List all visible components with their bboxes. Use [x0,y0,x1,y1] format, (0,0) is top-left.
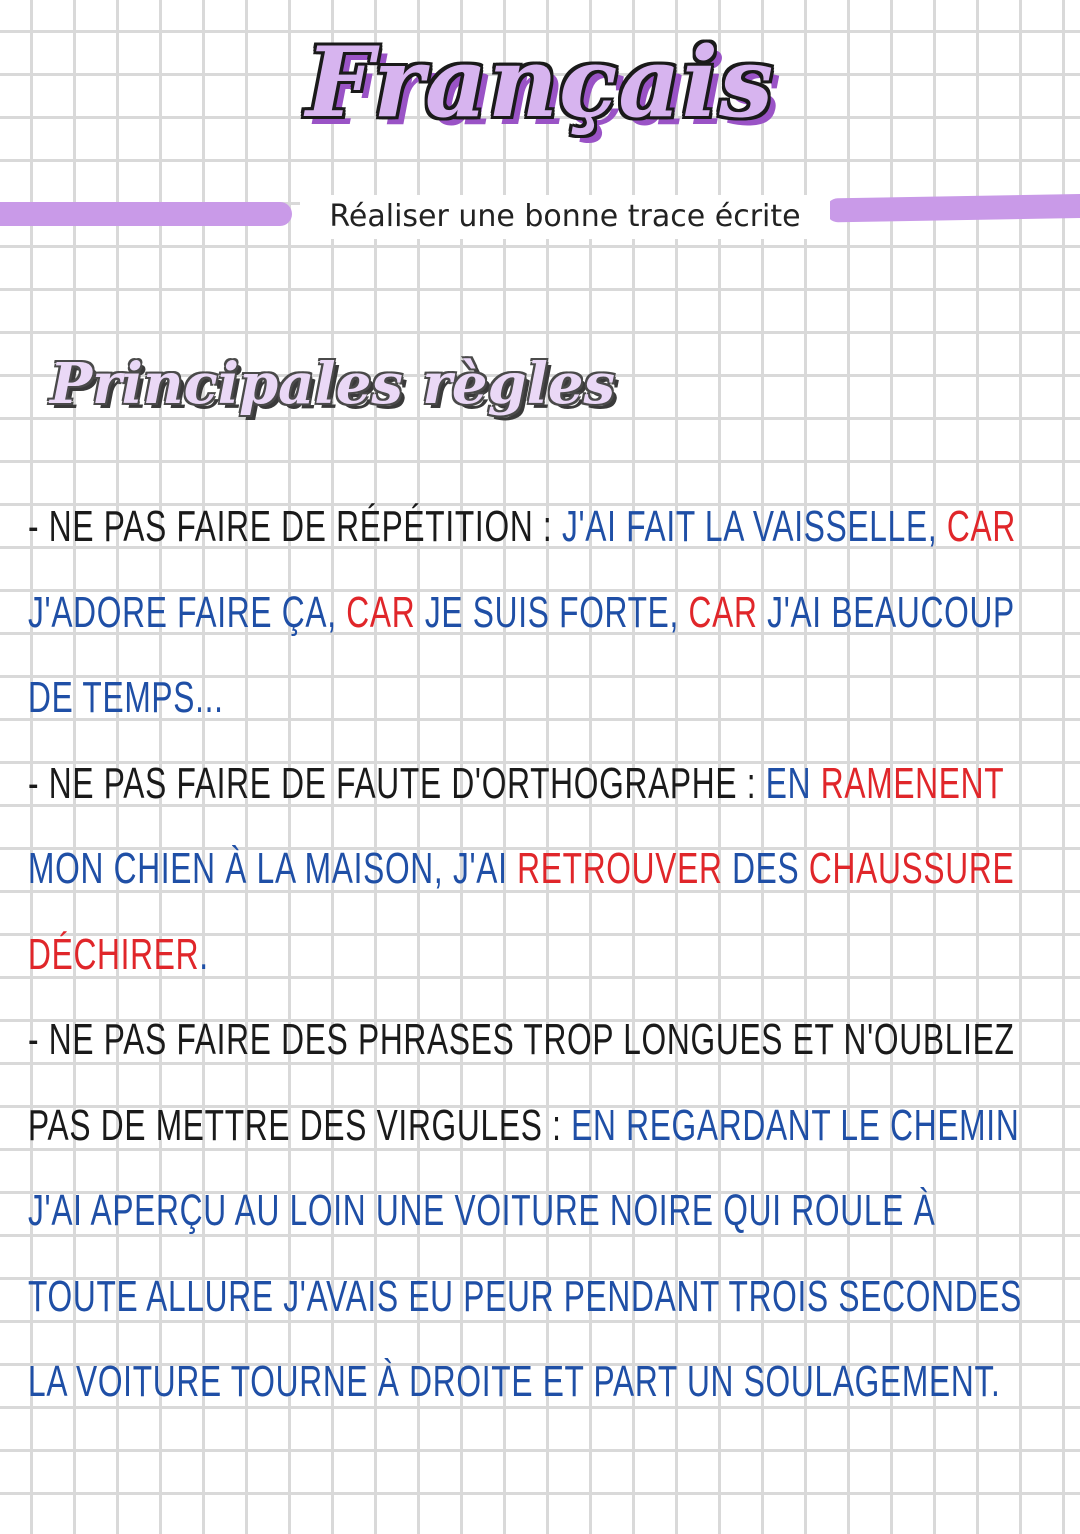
rule-text-segment: J'ADORE FAIRE ÇA, [28,587,347,637]
rules-list [28,484,1036,1425]
rule-text-segment: CHAUSSURE DÉCHIRER [28,844,1015,979]
rule-text-segment: RAMENENT [820,758,1004,808]
rule-text-segment: - NE PAS FAIRE DE FAUTE D'ORTHOGRAPHE : [28,758,766,808]
rule-text-segment: J'AI BEAUCOUP DE TEMPS... [28,587,1015,722]
rule-item [28,484,1036,741]
rule-item [28,997,1036,1425]
page-title: Français [305,26,775,139]
rule-text-segment: - NE PAS FAIRE DES PHRASES TROP LONGUES ET N'OUBLIEZ PAS DE METTRE DES VIRGULES : [28,1015,1015,1150]
banner-bar-left [0,202,292,226]
rule-text-segment: J'AI FAIT LA VAISSELLE, [561,502,947,551]
rule-text-segment: RETROUVER [517,844,723,893]
rule-text-segment: DES [722,844,809,893]
rule-text-segment: CAR [688,587,758,637]
rule-text-segment: CAR [346,587,416,637]
rule-text-segment: EN REGARDANT LE CHEMIN J'AI APERÇU AU LOIN UNE VOITURE NOIRE QUI ROULE À TOUTE ALLURE J'AVAIS EU PEUR PENDANT TROIS SECONDES LA VOITURE TOURNE À DROITE ET PART UN SOULAGEMENT. [28,1100,1022,1406]
page-subtitle: Réaliser une bonne trace écrite [300,195,830,239]
rule-text-segment: JE SUIS FORTE, [415,587,689,637]
rule-text-segment: EN [765,758,821,808]
banner-bar-right [826,194,1080,223]
rule-text-segment: - NE PAS FAIRE DE RÉPÉTITION : [28,502,562,551]
rule-text-segment: CAR [946,502,1016,551]
section-heading: Principales règles [50,351,616,417]
rule-text-segment: MON CHIEN À LA MAISON, J'AI [28,844,518,893]
rule-item [28,741,1036,998]
rule-text-segment: . [199,929,209,979]
